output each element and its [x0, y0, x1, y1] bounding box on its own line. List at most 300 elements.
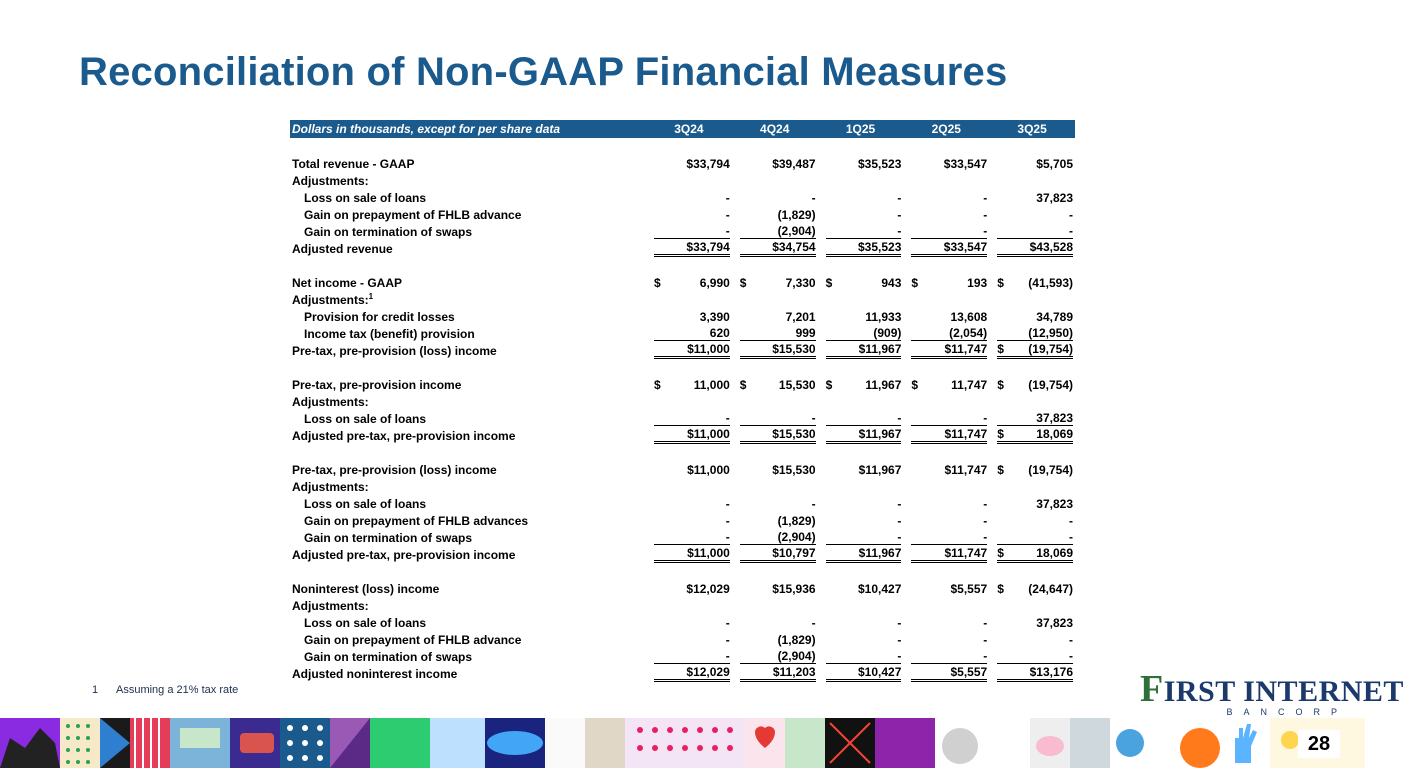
- value-cell: [903, 495, 989, 512]
- logo-wordmark: [1140, 668, 1404, 710]
- row-label-text: Gain on termination of swaps: [304, 649, 473, 664]
- value-amount: -: [983, 224, 988, 238]
- value-cell: [989, 223, 1075, 240]
- row-label: [290, 512, 646, 529]
- value-cell: [903, 614, 989, 631]
- row-label-text: Noninterest (loss) income: [292, 581, 440, 596]
- value-cell: [903, 223, 989, 240]
- value-amount: $11,967: [858, 546, 902, 560]
- value-cell: [732, 223, 818, 240]
- value-amount: (2,904): [777, 649, 816, 663]
- value-cell: [818, 172, 904, 189]
- value-amount: 34,789: [1036, 309, 1073, 324]
- value-amount: $5,557: [950, 665, 988, 679]
- value-cell: [732, 665, 818, 682]
- value-cell: [989, 172, 1075, 189]
- value-cell: [989, 155, 1075, 172]
- value-amount: $5,705: [1036, 156, 1073, 171]
- spacer-row: [290, 359, 1075, 376]
- value-amount: -: [1069, 513, 1073, 528]
- row-label: [290, 529, 646, 546]
- value-amount: 18,069: [1036, 427, 1073, 441]
- value-amount: -: [897, 615, 902, 630]
- value-amount: 7,330: [785, 275, 816, 290]
- value-amount: $10,427: [858, 581, 902, 596]
- row-label-text: Total revenue - GAAP: [292, 156, 415, 171]
- currency-symbol: $: [997, 377, 1004, 392]
- value-cell: [903, 631, 989, 648]
- row-label: [290, 427, 646, 444]
- value-amount: -: [983, 513, 988, 528]
- row-label-text: Provision for credit losses: [304, 309, 455, 324]
- value-amount: -: [1069, 649, 1073, 663]
- row-label: [290, 580, 646, 597]
- value-cell: [646, 478, 732, 495]
- table-row: [290, 172, 1075, 189]
- value-amount: -: [725, 190, 730, 205]
- value-amount: 37,823: [1036, 615, 1073, 630]
- value-amount: (2,054): [949, 326, 988, 340]
- value-cell: [989, 274, 1075, 291]
- value-amount: -: [983, 207, 988, 222]
- value-amount: $15,530: [772, 462, 816, 477]
- value-cell: [989, 342, 1075, 359]
- value-amount: (19,754): [1028, 377, 1073, 392]
- value-amount: $11,203: [772, 665, 816, 679]
- value-cell: [646, 206, 732, 223]
- value-cell: [818, 274, 904, 291]
- table-row: [290, 376, 1075, 393]
- table-row: [290, 240, 1075, 257]
- value-amount: (12,950): [1028, 326, 1073, 340]
- row-label-text: Gain on prepayment of FHLB advance: [304, 632, 522, 647]
- value-amount: $11,747: [944, 546, 988, 560]
- value-cell: [818, 342, 904, 359]
- table-row: [290, 206, 1075, 223]
- row-label: [290, 274, 646, 291]
- value-amount: (2,904): [777, 530, 816, 544]
- value-cell: [732, 478, 818, 495]
- value-cell: [903, 427, 989, 444]
- value-cell: [646, 291, 732, 308]
- row-label-text: Loss on sale of loans: [304, 411, 427, 426]
- value-amount: $11,967: [858, 342, 902, 356]
- value-amount: -: [725, 530, 730, 544]
- value-cell: [903, 189, 989, 206]
- period-header: 3Q25: [989, 120, 1075, 138]
- currency-symbol: $: [739, 275, 747, 290]
- table-row: [290, 427, 1075, 444]
- value-amount: 620: [709, 326, 730, 340]
- value-cell: [903, 546, 989, 563]
- value-cell: [989, 580, 1075, 597]
- table-body: [290, 138, 1075, 682]
- value-cell: [818, 665, 904, 682]
- train-icon: [240, 733, 274, 753]
- value-cell: [989, 461, 1075, 478]
- page-number: 28: [1298, 730, 1340, 758]
- value-cell: [646, 648, 732, 665]
- value-cell: [732, 410, 818, 427]
- value-cell: [646, 461, 732, 478]
- value-cell: [732, 580, 818, 597]
- value-cell: [903, 274, 989, 291]
- value-cell: [646, 308, 732, 325]
- value-amount: (2,904): [777, 224, 816, 238]
- currency-symbol: $: [739, 377, 747, 392]
- decorative-image-strip: [0, 718, 1365, 768]
- value-cell: [903, 461, 989, 478]
- value-cell: [903, 155, 989, 172]
- currency-symbol: $: [654, 275, 661, 290]
- value-amount: 13,608: [950, 309, 988, 324]
- table-row: [290, 155, 1075, 172]
- currency-symbol: $: [911, 275, 919, 290]
- table-row: [290, 393, 1075, 410]
- value-amount: $11,747: [944, 462, 988, 477]
- value-amount: 7,201: [785, 309, 816, 324]
- value-cell: [989, 546, 1075, 563]
- row-label: [290, 308, 646, 325]
- value-amount: 943: [881, 275, 902, 290]
- value-amount: 6,990: [699, 275, 730, 290]
- value-cell: [989, 665, 1075, 682]
- value-amount: $10,797: [772, 546, 816, 560]
- value-amount: -: [983, 190, 988, 205]
- value-cell: [646, 546, 732, 563]
- value-cell: [646, 529, 732, 546]
- row-label: [290, 495, 646, 512]
- value-amount: $10,427: [858, 665, 902, 679]
- value-cell: [818, 529, 904, 546]
- value-amount: $11,000: [687, 427, 730, 441]
- value-cell: [646, 495, 732, 512]
- table-row: [290, 291, 1075, 308]
- value-cell: [646, 614, 732, 631]
- value-cell: [818, 580, 904, 597]
- value-cell: [903, 580, 989, 597]
- value-cell: [903, 529, 989, 546]
- value-cell: [646, 155, 732, 172]
- value-amount: -: [725, 632, 730, 647]
- lightbulb-icon: [1281, 731, 1299, 749]
- dollar-bill-icon: [180, 728, 220, 748]
- table-row: [290, 597, 1075, 614]
- value-amount: -: [1069, 224, 1073, 238]
- value-cell: [732, 529, 818, 546]
- value-amount: 37,823: [1036, 411, 1073, 425]
- value-amount: -: [1069, 632, 1073, 647]
- value-cell: [646, 223, 732, 240]
- value-amount: $11,000: [687, 462, 730, 477]
- value-cell: [989, 325, 1075, 342]
- value-cell: [989, 189, 1075, 206]
- row-label-text: Adjusted noninterest income: [292, 666, 458, 681]
- value-amount: $11,967: [858, 427, 902, 441]
- value-cell: [818, 223, 904, 240]
- value-amount: 11,967: [865, 377, 902, 392]
- value-cell: [732, 427, 818, 444]
- table-row: [290, 410, 1075, 427]
- value-amount: -: [811, 496, 816, 511]
- spacer-row: [290, 257, 1075, 274]
- value-cell: [646, 393, 732, 410]
- value-amount: -: [897, 411, 902, 425]
- value-amount: 18,069: [1036, 546, 1073, 560]
- value-cell: [646, 631, 732, 648]
- row-label: [290, 291, 646, 308]
- row-label: [290, 478, 646, 495]
- table-row: [290, 648, 1075, 665]
- value-cell: [903, 240, 989, 257]
- reconciliation-table: [290, 120, 1075, 682]
- value-amount: 37,823: [1036, 190, 1073, 205]
- value-cell: [818, 240, 904, 257]
- value-cell: [818, 478, 904, 495]
- value-amount: -: [983, 496, 988, 511]
- value-cell: [646, 376, 732, 393]
- table-row: [290, 478, 1075, 495]
- value-amount: $35,523: [858, 240, 902, 254]
- row-label: [290, 665, 646, 682]
- value-amount: -: [897, 207, 902, 222]
- value-cell: [818, 308, 904, 325]
- value-cell: [989, 597, 1075, 614]
- value-cell: [818, 189, 904, 206]
- row-label: [290, 597, 646, 614]
- value-amount: -: [897, 649, 902, 663]
- value-cell: [646, 342, 732, 359]
- spacer-row: [290, 444, 1075, 461]
- value-amount: $33,794: [686, 240, 730, 254]
- value-amount: -: [1069, 530, 1073, 544]
- value-cell: [732, 461, 818, 478]
- value-cell: [989, 648, 1075, 665]
- period-header: 4Q24: [732, 120, 818, 138]
- value-cell: [646, 274, 732, 291]
- value-cell: [989, 427, 1075, 444]
- table-row: [290, 189, 1075, 206]
- value-amount: -: [897, 513, 902, 528]
- table-row: [290, 342, 1075, 359]
- row-label-text: Loss on sale of loans: [304, 190, 427, 205]
- value-cell: [903, 410, 989, 427]
- value-amount: -: [897, 190, 902, 205]
- value-amount: (1,829): [777, 207, 816, 222]
- currency-symbol: $: [997, 581, 1004, 596]
- value-amount: -: [725, 496, 730, 511]
- value-cell: [732, 495, 818, 512]
- table-header-row: [290, 120, 1075, 138]
- value-amount: -: [725, 207, 730, 222]
- value-cell: [646, 172, 732, 189]
- value-cell: [903, 206, 989, 223]
- value-amount: $39,487: [772, 156, 816, 171]
- row-label: [290, 342, 646, 359]
- value-cell: [989, 240, 1075, 257]
- row-label: [290, 631, 646, 648]
- value-amount: $34,754: [772, 240, 816, 254]
- currency-symbol: $: [825, 275, 833, 290]
- value-amount: $33,794: [686, 156, 730, 171]
- value-cell: [818, 206, 904, 223]
- row-label: [290, 461, 646, 478]
- piggy-bank-icon: [1036, 736, 1064, 756]
- spacer-row: [290, 138, 1075, 155]
- table-row: [290, 308, 1075, 325]
- value-amount: (1,829): [777, 513, 816, 528]
- value-amount: 11,000: [693, 377, 730, 392]
- row-label-text: Gain on termination of swaps: [304, 224, 473, 239]
- value-amount: $13,176: [1029, 665, 1073, 679]
- value-cell: [818, 512, 904, 529]
- currency-symbol: $: [997, 462, 1004, 477]
- value-cell: [989, 410, 1075, 427]
- table-row: [290, 223, 1075, 240]
- table-row: [290, 580, 1075, 597]
- value-amount: 999: [795, 326, 816, 340]
- table-row: [290, 529, 1075, 546]
- sphere-icon: [942, 728, 978, 764]
- row-label-text: Adjustments:: [292, 598, 369, 613]
- value-cell: [989, 206, 1075, 223]
- logo-subtitle: BANCORP: [1226, 707, 1348, 717]
- value-cell: [732, 376, 818, 393]
- value-amount: -: [897, 530, 902, 544]
- logo-initial: F: [1140, 668, 1164, 710]
- row-label-text: Adjustments:: [292, 394, 369, 409]
- value-amount: $12,029: [686, 665, 730, 679]
- row-label: [290, 614, 646, 631]
- row-label-text: Adjustments:: [292, 292, 369, 307]
- value-amount: (909): [873, 326, 902, 340]
- row-label: [290, 648, 646, 665]
- value-amount: $5,557: [950, 581, 988, 596]
- row-label-text: Gain on prepayment of FHLB advance: [304, 207, 522, 222]
- row-label: [290, 410, 646, 427]
- value-cell: [903, 342, 989, 359]
- table-row: [290, 665, 1075, 682]
- spacer-row: [290, 563, 1075, 580]
- currency-symbol: $: [997, 427, 1004, 441]
- value-amount: 193: [967, 275, 988, 290]
- table-row: [290, 614, 1075, 631]
- value-amount: (1,829): [777, 632, 816, 647]
- value-amount: -: [725, 513, 730, 528]
- row-label-text: Pre-tax, pre-provision income: [292, 377, 462, 392]
- value-cell: [646, 427, 732, 444]
- row-label: [290, 240, 646, 257]
- value-amount: $11,747: [944, 342, 988, 356]
- logo-word-internet: INTERNET: [1243, 675, 1404, 708]
- value-cell: [732, 206, 818, 223]
- value-cell: [989, 631, 1075, 648]
- value-cell: [732, 342, 818, 359]
- value-amount: $15,936: [772, 581, 816, 596]
- value-amount: $43,528: [1029, 240, 1073, 254]
- value-amount: -: [983, 615, 988, 630]
- period-header: 1Q25: [818, 120, 904, 138]
- period-header: 2Q25: [903, 120, 989, 138]
- value-cell: [989, 478, 1075, 495]
- value-cell: [646, 580, 732, 597]
- value-cell: [732, 189, 818, 206]
- page-title: Reconciliation of Non-GAAP Financial Measures: [79, 50, 1008, 94]
- value-amount: -: [725, 224, 730, 238]
- value-cell: [989, 393, 1075, 410]
- value-cell: [732, 155, 818, 172]
- currency-symbol: $: [654, 377, 661, 392]
- value-amount: -: [725, 649, 730, 663]
- table-row: [290, 461, 1075, 478]
- value-cell: [732, 597, 818, 614]
- row-label: [290, 546, 646, 563]
- value-cell: [903, 665, 989, 682]
- value-cell: [732, 631, 818, 648]
- footnote-marker: 1: [368, 291, 374, 301]
- value-cell: [646, 240, 732, 257]
- period-header: 3Q24: [646, 120, 732, 138]
- footnote: [92, 684, 238, 696]
- company-logo: [1140, 668, 1404, 717]
- value-cell: [818, 325, 904, 342]
- value-cell: [818, 546, 904, 563]
- currency-symbol: $: [825, 377, 833, 392]
- value-cell: [732, 240, 818, 257]
- value-amount: 11,747: [951, 377, 988, 392]
- value-amount: $35,523: [858, 156, 902, 171]
- value-cell: [989, 512, 1075, 529]
- value-cell: [818, 393, 904, 410]
- value-cell: [818, 648, 904, 665]
- value-amount: -: [811, 411, 816, 425]
- currency-symbol: $: [997, 342, 1004, 356]
- table-row: [290, 512, 1075, 529]
- value-amount: 15,530: [778, 377, 816, 392]
- value-cell: [818, 631, 904, 648]
- value-cell: [903, 597, 989, 614]
- value-cell: [903, 308, 989, 325]
- value-amount: 37,823: [1036, 496, 1073, 511]
- value-cell: [646, 512, 732, 529]
- value-amount: -: [811, 190, 816, 205]
- value-amount: (19,754): [1028, 342, 1073, 356]
- value-amount: -: [897, 632, 902, 647]
- value-cell: [646, 189, 732, 206]
- value-cell: [818, 376, 904, 393]
- value-amount: (41,593): [1028, 275, 1073, 290]
- row-label: [290, 206, 646, 223]
- value-cell: [818, 614, 904, 631]
- value-cell: [989, 308, 1075, 325]
- value-cell: [818, 410, 904, 427]
- table-row: [290, 274, 1075, 291]
- currency-symbol: $: [997, 275, 1004, 290]
- value-cell: [818, 495, 904, 512]
- value-amount: -: [897, 496, 902, 511]
- row-label: [290, 223, 646, 240]
- value-amount: -: [725, 615, 730, 630]
- table-row: [290, 631, 1075, 648]
- value-cell: [903, 376, 989, 393]
- row-label-text: Adjusted pre-tax, pre-provision income: [292, 547, 516, 562]
- value-cell: [732, 512, 818, 529]
- value-cell: [732, 172, 818, 189]
- value-amount: -: [983, 649, 988, 663]
- value-cell: [732, 614, 818, 631]
- value-amount: -: [983, 632, 988, 647]
- value-cell: [646, 410, 732, 427]
